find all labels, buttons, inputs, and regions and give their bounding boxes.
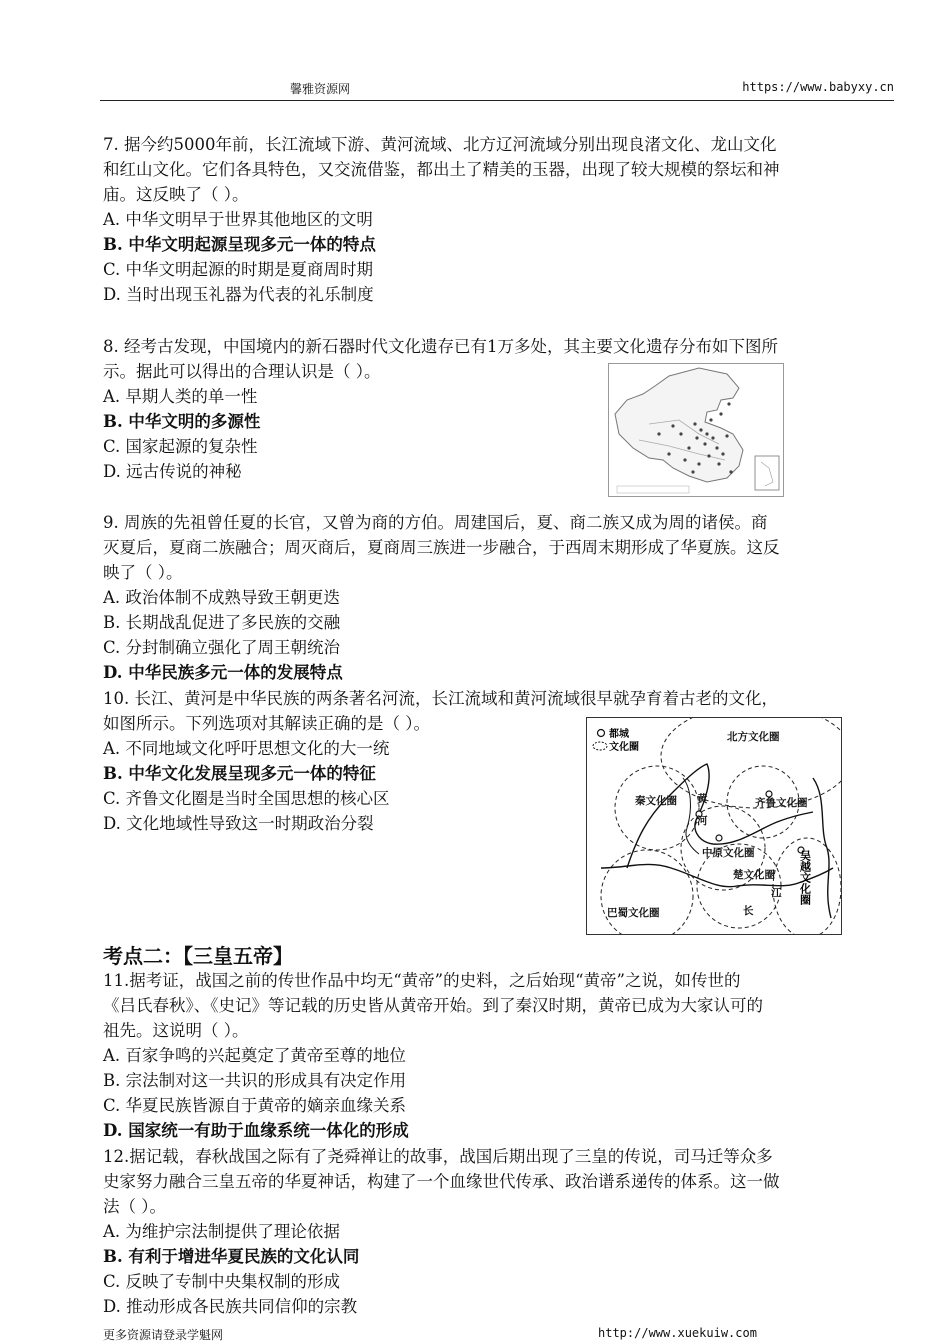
q11-option-c: C. 华夏民族皆源自于黄帝的嫡亲血缘关系 [103, 1096, 407, 1115]
label-wuyue: 吴越文化圈 [798, 850, 812, 905]
label-chang: 长 [743, 905, 754, 917]
q8-stem-line: 示。据此可以得出的合理认识是（ ）。 [103, 362, 381, 381]
neolithic-sites-map [608, 363, 784, 497]
q11-stem-line: 祖先。这说明（ ）。 [103, 1021, 249, 1040]
q7-option-d: D. 当时出现玉礼器为代表的礼乐制度 [103, 285, 374, 304]
q12-option-c: C. 反映了专制中央集权制的形成 [103, 1272, 341, 1291]
q9-option-a: A. 政治体制不成熟导致王朝更迭 [103, 588, 340, 607]
footer-note: 更多资源请登录学魁网 [103, 1328, 224, 1342]
capital-marker [716, 835, 722, 841]
q7-option-b: B. 中华文明起源呈现多元一体的特点 [103, 235, 376, 254]
q10-stem-line: 如图所示。下列选项对其解读正确的是（ ）。 [103, 714, 430, 733]
q8-option-b: B. 中华文明的多源性 [103, 412, 261, 431]
capital-legend-icon [598, 730, 605, 737]
header-divider [100, 100, 894, 101]
q12-option-b: B. 有利于增进华夏民族的文化认同 [103, 1247, 360, 1266]
q9-option-d: D. 中华民族多元一体的发展特点 [103, 663, 343, 682]
culture-circles-map [586, 717, 842, 935]
q10-option-c: C. 齐鲁文化圈是当时全国思想的核心区 [103, 789, 390, 808]
q12-stem-line: 史家努力融合三皇五帝的华夏神话，构建了一个血缘世代传承、政治谱系递传的体系。这一做 [103, 1172, 780, 1191]
q9-option-b: B. 长期战乱促进了多民族的交融 [103, 613, 341, 632]
label-chu: 楚文化圈 [733, 869, 775, 881]
label-zhongyuan: 中原文化圈 [702, 847, 755, 859]
q12-stem-line: 法（ ）。 [103, 1197, 166, 1216]
label-qin: 秦文化圈 [635, 795, 677, 807]
footer-url[interactable]: http://www.xuekuiw.com [598, 1326, 757, 1340]
q9-stem-line: 灭夏后，夏商二族融合；周灭商后，夏商周三族进一步融合，于西周末期形成了华夏族。这反 [103, 538, 780, 557]
q11-stem-line: 《吕氏春秋》、《史记》等记载的历史皆从黄帝开始。到了秦汉时期，黄帝已成为大家认可的 [103, 996, 763, 1015]
label-qilu: 齐鲁文化圈 [755, 797, 808, 809]
q9-stem-line: 映了（ ）。 [103, 563, 183, 582]
coastline [813, 778, 831, 918]
label-jiang: 江 [771, 887, 782, 899]
q7-option-c: C. 中华文明起源的时期是夏商周时期 [103, 260, 374, 279]
q11-stem-line: 11.据考证，战国之前的传世作品中均无“黄帝”的史料，之后始现“黄帝”之说，如传世的 [103, 971, 741, 990]
circle-legend-icon [593, 742, 607, 750]
q9-stem-line: 9. 周族的先祖曾任夏的长官，又曾为商的方伯。周建国后，夏、商二族又成为周的诸侯。商 [103, 513, 768, 532]
bashu-circle [601, 850, 693, 934]
q10-option-d: D. 文化地域性导致这一时期政治分裂 [103, 814, 374, 833]
q8-option-c: C. 国家起源的复杂性 [103, 437, 258, 456]
q8-stem-line: 8. 经考古发现，中国境内的新石器时代文化遗存已有1万多处，其主要文化遗存分布如下图所 [103, 337, 778, 356]
q7-stem-line: 7. 据今约5000年前，长江流域下游、黄河流域、北方辽河流域分别出现良渚文化、龙山文化 [103, 135, 777, 154]
q11-option-a: A. 百家争鸣的兴起奠定了黄帝至尊的地位 [103, 1046, 406, 1065]
q12-stem-line: 12.据记载，春秋战国之际有了尧舜禅让的故事，战国后期出现了三皇的传说，司马迁等众多 [103, 1147, 773, 1166]
label-he: 河 [697, 815, 708, 827]
q7-stem-line: 和红山文化。它们各具特色，又交流借鉴，都出土了精美的玉器，出现了较大规模的祭坛和神 [103, 160, 780, 179]
q7-option-a: A. 中华文明早于世界其他地区的文明 [103, 210, 373, 229]
label-north: 北方文化圈 [727, 731, 780, 743]
q10-stem-line: 10. 长江、黄河是中华民族的两条著名河流，长江流域和黄河流域很早就孕育着古老的文化， [103, 689, 778, 708]
q11-option-b: B. 宗法制对这一共识的形成具有决定作用 [103, 1071, 407, 1090]
q10-option-a: A. 不同地域文化呼吁思想文化的大一统 [103, 739, 390, 758]
q12-option-a: A. 为维护宗法制提供了理论依据 [103, 1222, 340, 1241]
label-bashu: 巴蜀文化圈 [607, 907, 660, 919]
section-title: 考点二：【三皇五帝】 [103, 944, 293, 968]
q11-option-d: D. 国家统一有助于血缘系统一体化的形成 [103, 1121, 409, 1140]
q8-option-a: A. 早期人类的单一性 [103, 387, 258, 406]
legend-circle: 文化圈 [609, 742, 639, 753]
q7-stem-line: 庙。这反映了（ ）。 [103, 185, 249, 204]
q9-option-c: C. 分封制确立强化了周王朝统治 [103, 638, 341, 657]
header-url[interactable]: https://www.babyxy.cn [742, 80, 894, 94]
q8-option-d: D. 远古传说的神秘 [103, 462, 242, 481]
header-site-name: 馨雅资源网 [290, 82, 351, 96]
legend-capital: 都城 [609, 729, 629, 740]
q12-option-d: D. 推动形成各民族共同信仰的宗教 [103, 1297, 358, 1316]
label-huang: 黄 [697, 793, 708, 805]
q10-option-b: B. 中华文化发展呈现多元一体的特征 [103, 764, 376, 783]
